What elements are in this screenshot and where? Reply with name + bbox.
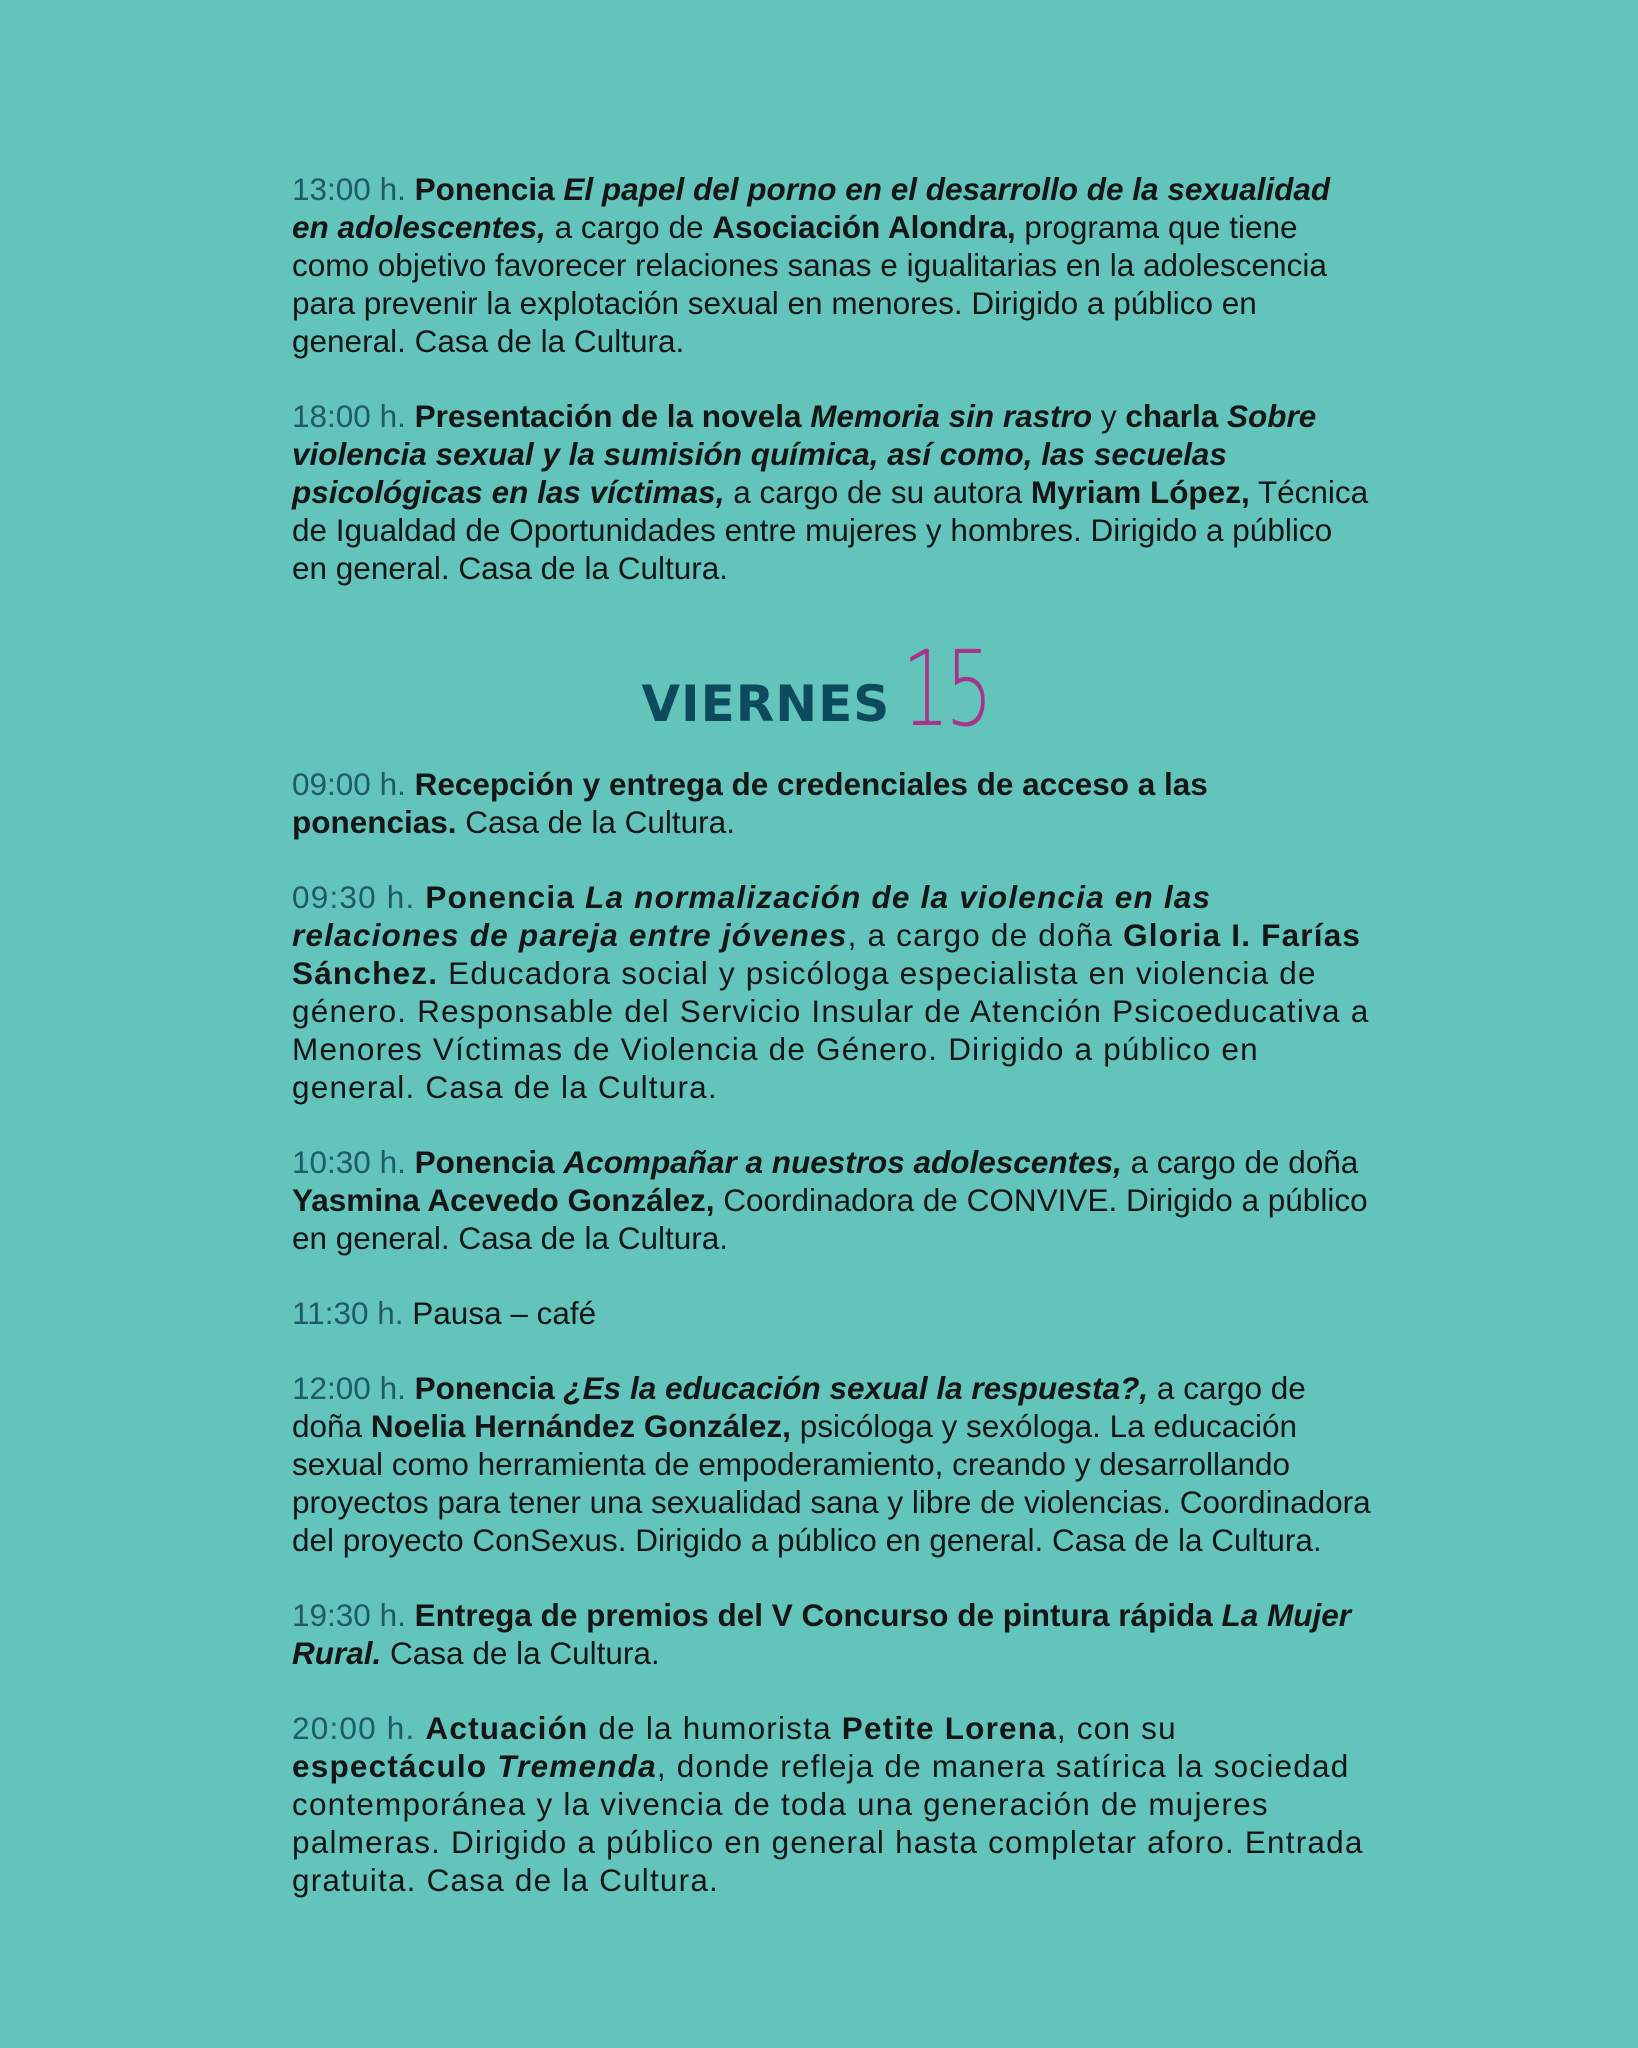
entry-text: Casa de la Cultura. [381, 1635, 660, 1671]
entry-text: Coordinadora de CONVIVE. Dirigido a público en general. Casa de la Cultura. [292, 1182, 1368, 1256]
day-heading [292, 627, 1372, 751]
entry-text: charla [1125, 398, 1227, 434]
entry-text: Presentación de la novela [414, 398, 811, 434]
entry-text: , donde refleja de manera satírica la sociedad contemporánea y la vivencia de toda una generación de mujeres palmeras. Dirigido a público en general hasta completar aforo. Entrada gratuita. Casa de la Cultura. [292, 1748, 1364, 1898]
schedule-friday [292, 765, 1372, 1899]
entry-text: , con su [1056, 1710, 1177, 1746]
entry-text: Entrega de premios del V Concurso de pintura rápida [414, 1597, 1222, 1633]
entry-text: espectáculo [292, 1748, 498, 1784]
schedule-entry [292, 765, 1372, 841]
entry-text: Actuación [425, 1710, 589, 1746]
entry-text: psicóloga y sexóloga. La educación sexual como herramienta de empoderamiento, creando y desarrollando proyectos para tener una sexualidad sana y libre de violencias. Coordinadora del proyecto ConSexus. Dirigido a público en general. Casa de la Cultura. [292, 1408, 1371, 1558]
entry-time: 09:30 h. [292, 879, 416, 915]
program-page [292, 170, 1372, 1899]
schedule-entry [292, 1369, 1372, 1559]
entry-text: , a cargo de doña [847, 917, 1124, 953]
schedule-entry [292, 878, 1372, 1106]
entry-text: Gloria I. Farías Sánchez. [292, 917, 1362, 991]
entry-time: 11:30 h. [292, 1295, 404, 1331]
day-number: 15 [902, 628, 989, 751]
entry-time: 12:00 h. [292, 1370, 406, 1406]
entry-text: Tremenda [497, 1748, 657, 1784]
entry-text: Petite Lorena [841, 1710, 1057, 1746]
schedule-entry [292, 1143, 1372, 1257]
entry-text: Myriam López, [1030, 474, 1250, 510]
schedule-entry [292, 397, 1372, 587]
entry-text: Recepción y entrega de credenciales de acceso a las ponencias. [292, 766, 1208, 840]
entry-text: Noelia Hernández González, [370, 1408, 791, 1444]
entry-text: La Mujer Rural. [292, 1597, 1352, 1671]
entry-text: ¿Es la educación sexual la respuesta?, [563, 1370, 1149, 1406]
schedule-entry [292, 1596, 1372, 1672]
entry-text: programa que tiene como objetivo favorecer relaciones sanas e igualitarias en la adolescencia para prevenir la explotación sexual en menores. Dirigido a público en general. Casa de la Cultura. [292, 209, 1327, 359]
entry-text: Sobre violencia sexual y la sumisión química, así como, las secuelas psicológicas en las víctimas, [292, 398, 1317, 510]
entry-time: 09:00 h. [292, 766, 406, 802]
schedule-entry [292, 1709, 1372, 1899]
entry-text: Ponencia [414, 1370, 564, 1406]
entry-text: a cargo de doña [1121, 1144, 1359, 1180]
entry-text: Casa de la Cultura. [456, 804, 735, 840]
entry-time: 18:00 h. [292, 398, 406, 434]
entry-text: Ponencia [414, 1144, 564, 1180]
entry-time: 10:30 h. [292, 1144, 406, 1180]
entry-text: Pausa – café [412, 1295, 597, 1331]
entry-text: de la humorista [588, 1710, 842, 1746]
entry-text: Yasmina Acevedo González, [292, 1182, 715, 1218]
entry-time: 13:00 h. [292, 171, 406, 207]
entry-text: Educadora social y psicóloga especialista en violencia de género. Responsable del Servicio Insular de Atención Psicoeducativa a Menores Víctimas de Violencia de Género. Dirigido a público en general. Casa de la Cultura. [292, 955, 1370, 1105]
day-name: VIERNES [641, 675, 891, 733]
entry-text: Técnica de Igualdad de Oportunidades entre mujeres y hombres. Dirigido a público en general. Casa de la Cultura. [292, 474, 1369, 586]
entry-text: Ponencia [414, 171, 564, 207]
entry-text: a cargo de doña [292, 1370, 1306, 1444]
schedule-entry [292, 1294, 1372, 1332]
entry-text: a cargo de su autora [724, 474, 1031, 510]
entry-text: Acompañar a nuestros adolescentes, [563, 1144, 1122, 1180]
schedule-thursday-continued [292, 170, 1372, 587]
entry-text: El papel del porno en el desarrollo de la sexualidad en adolescentes, [292, 171, 1331, 245]
schedule-entry [292, 170, 1372, 360]
entry-text: La normalización de la violencia en las relaciones de pareja entre jóvenes [292, 879, 1212, 953]
entry-text: a cargo de [545, 209, 713, 245]
entry-text: Memoria sin rastro [810, 398, 1093, 434]
entry-text: Asociación Alondra, [712, 209, 1016, 245]
entry-time: 20:00 h. [292, 1710, 416, 1746]
entry-text: y [1092, 398, 1126, 434]
entry-text: Ponencia [425, 879, 586, 915]
entry-time: 19:30 h. [292, 1597, 406, 1633]
